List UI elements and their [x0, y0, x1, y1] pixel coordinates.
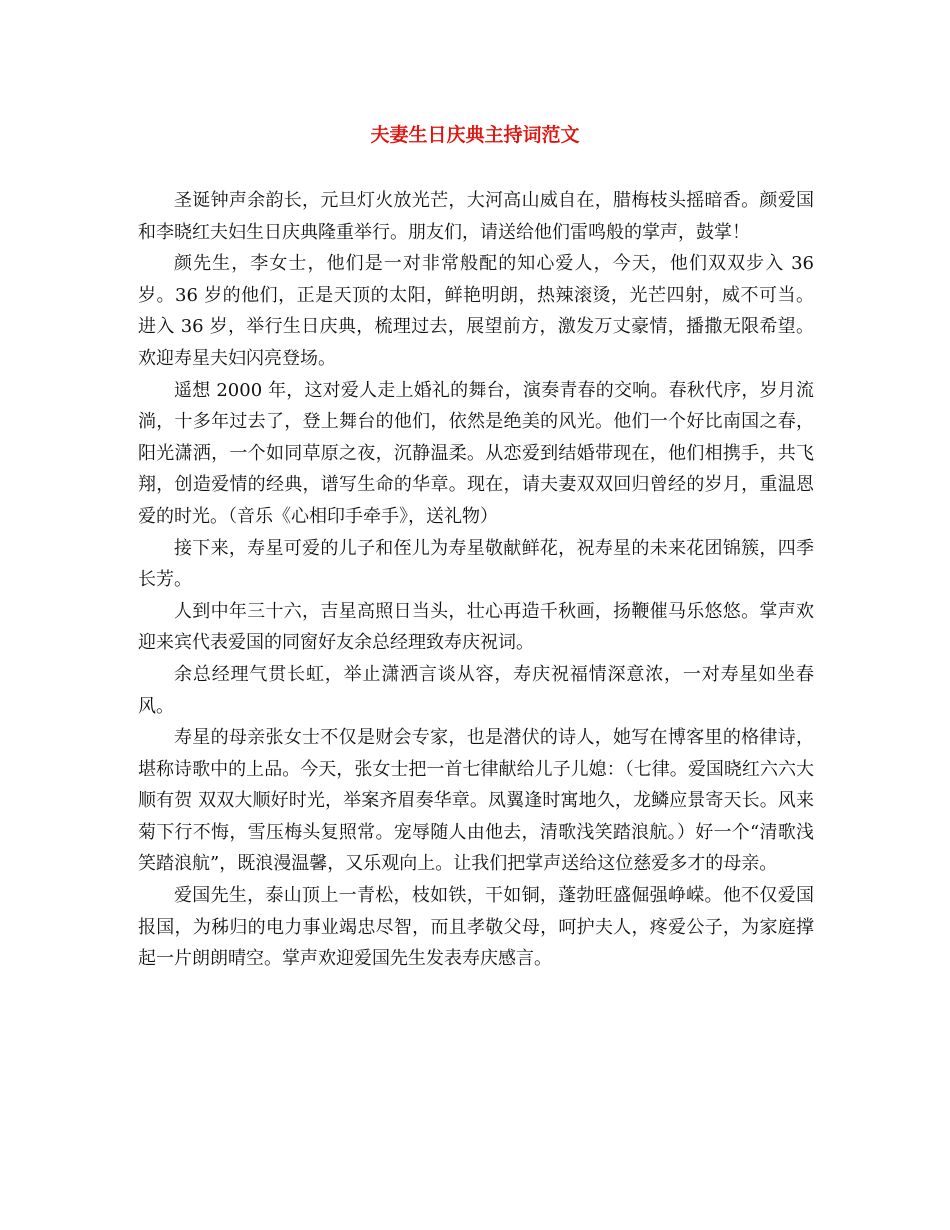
paragraph-3: 遥想 2000 年，这对爱人走上婚礼的舞台，演奏青春的交响。春秋代序，岁月流淌，十多年过去了，登上舞台的他们，依然是绝美的风光。他们一个好比南国之春，阳光潇洒，一个如同草原之夜，沉静温柔。从恋爱到结婚带现在，他们相携手，共飞翔，创造爱情的经典，谱写生命的华章。现在，请夫妻双双回归曾经的岁月，重温恩爱的时光。（音乐《心相印手牵手》，送礼物） — [138, 379, 814, 527]
paragraph-6: 余总经理气贯长虹，举止潇洒言谈从容，寿庆祝福情深意浓，一对寿星如坐春风。 — [138, 663, 814, 717]
paragraph-5: 人到中年三十六，吉星高照日当头，壮心再造千秋画，扬鞭催马乐悠悠。掌声欢迎来宾代表爱国的同窗好友余总经理致寿庆祝词。 — [138, 600, 814, 654]
paragraph-4: 接下来，寿星可爱的儿子和侄儿为寿星敬献鲜花，祝寿星的未来花团锦簇，四季长芳。 — [138, 537, 814, 591]
paragraph-7: 寿星的母亲张女士不仅是财会专家，也是潜伏的诗人，她写在博客里的格律诗，堪称诗歌中的上品。今天，张女士把一首七律献给儿子儿媳：（七律。爱国晓红六六大顺有贺 双双大顺好时光，举案齐眉奏华章。凤翼逢时寓地久，龙鳞应景寄天长。风来菊下行不悔，雪压梅头复照常。宠辱随人由他去，清歌浅笑踏浪航。）好一个“清歌浅笑踏浪航”，既浪漫温馨，又乐观向上。让我们把掌声送给这位慈爱多才的母亲。 — [138, 727, 814, 875]
document-title: 夫妻生日庆典主持词范文 — [370, 124, 580, 146]
paragraph-2: 颜先生，李女士，他们是一对非常般配的知心爱人，今天，他们双双步入 36 岁。36 岁的他们，正是天顶的太阳，鲜艳明朗，热辣滚烫，光芒四射，威不可当。进入 36 岁，举行生日庆典，梳理过去，展望前方，激发万丈豪情，播撒无限希望。欢迎寿星夫妇闪亮登场。 — [138, 253, 814, 369]
paragraph-1: 圣诞钟声余韵长，元旦灯火放光芒，大河高山威自在，腊梅枝头摇暗香。颜爱国和李晓红夫妇生日庆典隆重举行。朋友们，请送给他们雷鸣般的掌声，鼓掌！ — [138, 190, 814, 243]
document-body — [138, 185, 814, 975]
paragraph-8: 爱国先生，泰山顶上一青松，枝如铁，干如铜，蓬勃旺盛倔强峥嵘。他不仅爱国报国，为秭归的电力事业竭忠尽智，而且孝敬父母，呵护夫人，疼爱公子，为家庭撑起一片朗朗晴空。掌声欢迎爱国先生发表寿庆感言。 — [138, 885, 814, 970]
